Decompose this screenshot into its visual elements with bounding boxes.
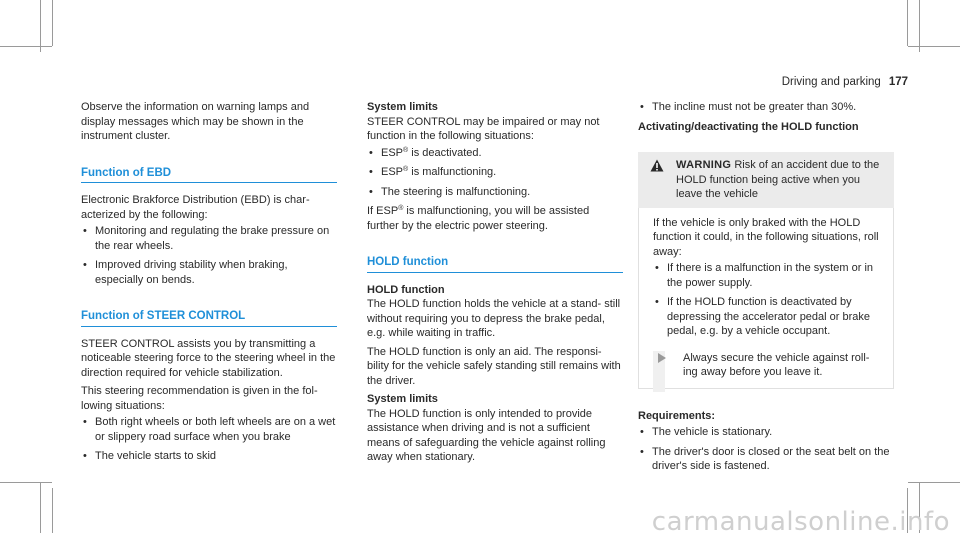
warning-list bbox=[653, 261, 885, 339]
list-item: • The steering is malfunctioning. bbox=[367, 185, 623, 200]
note-text: Always secure the vehicle against roll‐ ing away before you leave it. bbox=[683, 351, 870, 378]
page-number: 177 bbox=[888, 76, 908, 88]
system-limits-text: STEER CONTROL may be impaired or may not function in the following situations: bbox=[367, 115, 600, 142]
hold-limits-text: The HOLD function is only intended to provide assistance when driving and is not a sufficient means of safeguarding the vehicle against rolling away when stationary. bbox=[367, 407, 606, 463]
list-item: • If the HOLD function is deactivated by depressing the accelerator pedal or brake pedal, e.g. by a vehicle occupant. bbox=[653, 295, 885, 339]
play-arrow-icon bbox=[657, 353, 667, 363]
activating-heading: Activating/deactivating the HOLD function bbox=[638, 120, 859, 133]
esp-note bbox=[367, 204, 623, 233]
warning-triangle-icon bbox=[650, 159, 664, 172]
requirements-heading: Requirements: bbox=[638, 409, 716, 422]
list-item: • The incline must not be greater than 30%. bbox=[638, 100, 894, 115]
crop-mark bbox=[908, 46, 960, 47]
column-right bbox=[638, 100, 894, 479]
warning-label: WARNING bbox=[676, 159, 732, 171]
steer-text-2: This steering recommendation is given in the fol‐ lowing situations: bbox=[81, 385, 318, 412]
esp-note-pre: If ESP bbox=[367, 205, 399, 217]
list-item: • Monitoring and regulating the brake pressure on the rear wheels. bbox=[81, 224, 337, 253]
watermark: carmanualsonline.info bbox=[651, 506, 950, 537]
registered-mark: ® bbox=[403, 166, 409, 173]
warning-box-body bbox=[638, 208, 894, 389]
hold-text-2: The HOLD function is only an aid. The responsi‐ bility for the vehicle safely standing still remains with the driver. bbox=[367, 345, 621, 387]
warning-title: Risk of an accident due to the HOLD function being active when you leave the vehicle bbox=[676, 159, 880, 200]
section-rule bbox=[367, 272, 623, 273]
requirements-list bbox=[638, 425, 894, 474]
crop-mark bbox=[0, 46, 52, 47]
ebd-text: Electronic Brakforce Distribution (EBD) is char‐ acterized by the following: bbox=[81, 194, 310, 221]
hold-limits-heading: System limits bbox=[367, 393, 438, 405]
ebd-list bbox=[81, 224, 337, 287]
list-item: • The driver's door is closed or the seat belt on the driver's side is fastened. bbox=[638, 445, 894, 474]
crop-mark bbox=[919, 0, 920, 52]
crop-mark bbox=[908, 482, 960, 483]
esp-note-post: is malfunctioning, you will be assisted further by the electric power steering. bbox=[367, 205, 590, 232]
crop-mark bbox=[907, 0, 908, 46]
hold-text-1: The HOLD function holds the vehicle at a stand‐ still without requiring you to depress the brake pedal, e.g. while waiting in traffic. bbox=[367, 298, 621, 339]
crop-mark bbox=[40, 0, 41, 52]
list-item: • The vehicle is stationary. bbox=[638, 425, 894, 440]
ebd-heading: Function of EBD bbox=[81, 166, 172, 179]
crop-mark bbox=[52, 0, 53, 46]
warning-row bbox=[646, 158, 886, 202]
steer-text-1: STEER CONTROL assists you by transmitting a noticeable steering force to the steering wheel in the direction required for vehicle stabilization. bbox=[81, 337, 336, 379]
hold-subheading: HOLD function bbox=[367, 283, 445, 296]
hold-heading: HOLD function bbox=[367, 256, 449, 268]
crop-mark bbox=[40, 482, 41, 533]
esp-status: is deactivated. bbox=[408, 146, 482, 159]
list-item bbox=[367, 165, 623, 180]
esp-status: is malfunctioning. bbox=[408, 166, 497, 178]
column-left bbox=[81, 100, 337, 469]
system-limits-heading: System limits bbox=[367, 101, 438, 113]
incline-list bbox=[638, 100, 894, 115]
warning-body-text: If the vehicle is only braked with the HOLD function it could, in the following situations, roll away: bbox=[653, 216, 879, 258]
esp-list bbox=[367, 146, 623, 200]
crop-mark bbox=[0, 482, 52, 483]
page-header-title: Driving and parking bbox=[781, 76, 881, 88]
hold-section bbox=[367, 255, 623, 273]
steer-list bbox=[81, 415, 337, 464]
crop-mark bbox=[52, 488, 53, 533]
section-rule bbox=[81, 326, 337, 327]
page-header bbox=[782, 75, 908, 90]
section-rule bbox=[81, 182, 337, 183]
list-item: • Improved driving stability when braking, especially on bends. bbox=[81, 258, 337, 287]
warning-box-header bbox=[638, 152, 894, 208]
column-middle bbox=[367, 100, 623, 465]
esp-label: ESP bbox=[381, 166, 404, 178]
steer-heading: Function of STEER CONTROL bbox=[81, 310, 246, 322]
esp-label: ESP bbox=[381, 146, 404, 159]
list-item bbox=[367, 146, 623, 161]
intro-paragraph: Observe the information on warning lamps and display messages which may be shown in the instrument cluster. bbox=[81, 101, 310, 142]
list-item: • The vehicle starts to skid bbox=[81, 449, 337, 464]
list-item: • If there is a malfunction in the system or in the power supply. bbox=[653, 261, 885, 290]
list-item: • Both right wheels or both left wheels are on a wet or slippery road surface when you brake bbox=[81, 415, 337, 444]
ebd-section bbox=[81, 166, 337, 184]
registered-mark: ® bbox=[398, 205, 404, 212]
note-box bbox=[653, 351, 885, 380]
registered-mark: ® bbox=[403, 146, 409, 154]
steer-section bbox=[81, 309, 337, 327]
